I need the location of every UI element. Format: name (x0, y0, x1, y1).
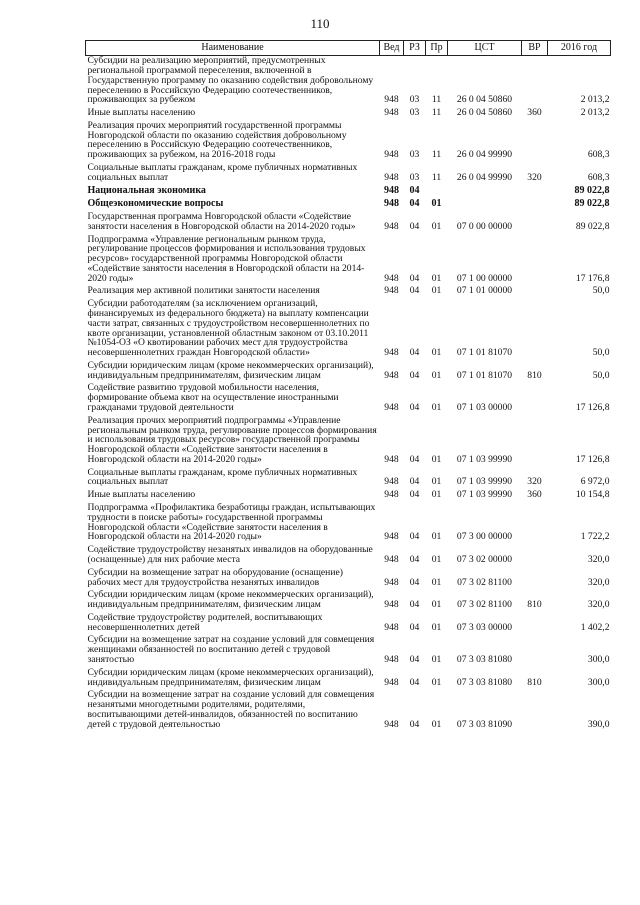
cell-vr: 320 (527, 171, 542, 183)
cell-pr: 01 (431, 285, 442, 297)
cell-name: Содействие трудоустройству незанятых инвалидов на оборудованные (оснащенные) для них рабочие места (87, 544, 373, 565)
cell-sum: 608,3 (587, 149, 610, 161)
cell-sum: 300,0 (587, 653, 610, 665)
cell-sum: 390,0 (587, 718, 610, 730)
cell-rz: 04 (409, 476, 420, 488)
cell-sum: 50,0 (592, 347, 610, 359)
cell-ved: 948 (384, 676, 399, 688)
cell-rz: 04 (409, 599, 420, 611)
cell-cst: 07 1 03 00000 (456, 402, 513, 413)
cell-ved: 948 (384, 197, 399, 209)
cell-ved: 948 (384, 531, 399, 543)
cell-ved: 948 (384, 453, 399, 465)
table-row (86, 383, 611, 415)
cell-rz: 04 (409, 676, 420, 688)
table-row (86, 56, 611, 108)
cell-sum: 17 176,8 (575, 272, 610, 284)
table-row (86, 199, 611, 212)
cell-name: Субсидии на возмещение затрат на создание условий для совмещения незанятыми многодетными родителями, родителями, воспитывающими детей-инвалидов, обязанностей по воспитанию детей с трудовой деятельностью (87, 689, 375, 730)
cell-ved: 948 (384, 718, 399, 730)
cell-ved: 948 (384, 621, 399, 633)
cell-cst: 07 3 03 81090 (456, 718, 513, 730)
cell-sum: 50,0 (592, 369, 610, 381)
cell-vr (522, 690, 548, 732)
cell-rz: 03 (409, 107, 420, 119)
cell-pr: 01 (431, 531, 442, 543)
cell-ved: 948 (384, 347, 399, 359)
cell-pr: 01 (431, 621, 442, 633)
cell-name: Содействие развитию трудовой мобильности населения, формирование объема квот на осуществление иностранными гражданами трудовой деятельности (87, 382, 339, 413)
cell-pr: 01 (431, 653, 442, 665)
cell-pr: 11 (431, 171, 442, 183)
cell-vr (522, 416, 548, 468)
table-row (86, 163, 611, 186)
cell-pr: 01 (431, 576, 442, 588)
cell-sum: 2 013,2 (580, 107, 610, 119)
cell-ved: 948 (384, 184, 399, 196)
header-rz: РЗ (404, 41, 426, 56)
cell-name: Реализация прочих мероприятий подпрограммы «Управление региональным рынком труда, регулирование процессов формирования и использования трудовых ресурсов» государственной программы Новгородской области «Содействие занятости населения в Новгородской области на 2014-2020 годы» (87, 414, 377, 465)
cell-name: Субсидии на реализацию мероприятий, предусмотренных региональной программой переселения, включенной в Государственную программу по оказанию содействия добровольному переселению в Российскую Федерацию соотечественников, проживающих за рубежом (87, 55, 374, 106)
cell-cst: 07 1 01 00000 (456, 285, 513, 297)
cell-rz: 04 (409, 285, 420, 297)
cell-sum: 1 402,2 (580, 621, 610, 633)
cell-rz: 04 (409, 220, 420, 232)
cell-ved: 948 (384, 476, 399, 488)
budget-table (85, 40, 611, 732)
cell-cst: 07 3 03 81080 (456, 653, 513, 665)
cell-pr: 11 (431, 149, 442, 161)
table-body (86, 56, 611, 733)
table-row (86, 361, 611, 384)
header-pr: Пр (426, 41, 448, 56)
cell-name: Подпрограмма «Управление региональным рынком труда, регулирование процессов формирования и использования трудовых ресурсов» государственной программы Новгородской области «Содействие занятости населения в Новгородской области на 2014-2020 годы» (87, 233, 366, 284)
cell-rz: 04 (409, 453, 420, 465)
cell-vr (522, 568, 548, 591)
cell-rz: 04 (409, 272, 420, 284)
cell-name: Субсидии юридическим лицам (кроме некоммерческих организаций), индивидуальным предпринимателям, физическим лицам (87, 359, 374, 381)
cell-cst: 07 3 02 81100 (457, 576, 512, 588)
cell-cst: 07 3 03 81080 (456, 676, 513, 688)
cell-rz: 04 (409, 531, 420, 543)
cell-sum: 10 154,8 (575, 489, 610, 501)
cell-cst: 26 0 04 50860 (456, 107, 513, 119)
cell-sum: 6 972,0 (580, 476, 610, 488)
cell-vr (522, 199, 548, 212)
cell-cst: 07 3 03 00000 (456, 621, 513, 633)
table-row (86, 590, 611, 613)
cell-name: Субсидии юридическим лицам (кроме некоммерческих организаций), индивидуальным предпринимателям, физическим лицам (87, 666, 374, 688)
cell-name: Общеэкономические вопросы (87, 197, 224, 209)
cell-name: Субсидии на возмещение затрат на оборудование (оснащение) рабочих мест для трудоустройства незанятых инвалидов (87, 566, 343, 588)
cell-rz: 04 (409, 553, 420, 565)
cell-name: Национальная экономика (87, 184, 206, 196)
table-row (86, 416, 611, 468)
cell-cst: 07 0 00 00000 (456, 220, 513, 232)
cell-ved: 948 (384, 576, 399, 588)
cell-pr: 01 (431, 489, 442, 501)
cell-name: Субсидии работодателям (за исключением организаций, финансируемых из федерального бюджета) на выплату компенсации части затрат, связанных с трудоустройством несовершеннолетних по квоте организации, установленной областным законом от 03.10.2011 №1054-ОЗ «О квотировании рабочих мест для трудоустройства несовершеннолетних граждан Новгородской области» (87, 298, 370, 359)
cell-ved: 948 (384, 220, 399, 232)
cell-cst: 26 0 04 99990 (456, 171, 513, 183)
cell-cst: 26 0 04 99990 (456, 149, 513, 161)
cell-rz: 04 (409, 621, 420, 633)
cell-vr (522, 299, 548, 361)
cell-name: Государственная программа Новгородской области «Содействие занятости населения в Новгородской области на 2014-2020 годы» (87, 210, 356, 232)
cell-vr (522, 186, 548, 199)
cell-pr: 01 (431, 369, 442, 381)
table-row (86, 668, 611, 691)
cell-pr: 01 (431, 347, 442, 359)
cell-sum: 320,0 (587, 576, 610, 588)
cell-pr: 11 (431, 94, 442, 106)
cell-name: Социальные выплаты гражданам, кроме публичных нормативных социальных выплат (87, 466, 358, 488)
cell-rz: 03 (409, 149, 420, 161)
cell-rz: 04 (409, 489, 420, 501)
cell-cst: 07 1 03 99990 (456, 476, 513, 488)
cell-vr (522, 56, 548, 108)
table-row (86, 212, 611, 235)
header-cst: ЦСТ (448, 41, 522, 56)
cell-rz: 04 (409, 184, 420, 196)
cell-ved: 948 (384, 653, 399, 665)
table-row (86, 690, 611, 732)
cell-pr: 01 (431, 718, 442, 730)
cell-ved: 948 (384, 402, 399, 413)
cell-sum: 17 126,8 (575, 402, 610, 413)
cell-sum: 300,0 (587, 676, 610, 688)
cell-ved: 948 (384, 149, 399, 161)
cell-rz: 03 (409, 94, 420, 106)
cell-vr: 810 (527, 676, 542, 688)
cell-vr (522, 286, 548, 299)
cell-pr: 01 (431, 453, 442, 465)
cell-rz: 04 (409, 402, 420, 413)
cell-vr (522, 545, 548, 568)
cell-ved: 948 (384, 285, 399, 297)
cell-sum: 1 722,2 (580, 531, 610, 543)
cell-sum: 320,0 (587, 599, 610, 611)
cell-ved: 948 (384, 553, 399, 565)
table-row (86, 613, 611, 636)
page-number: 110 (310, 16, 330, 31)
cell-cst: 07 1 03 99990 (456, 453, 513, 465)
cell-name: Реализация прочих мероприятий государственной программы Новгородской области по оказанию содействия добровольному переселению в Российскую Федерацию соотечественников, проживающих за рубежом, на 2016-2018 годы (87, 119, 347, 161)
table-row (86, 121, 611, 163)
cell-cst: 07 3 02 00000 (456, 553, 513, 565)
cell-pr: 01 (431, 272, 442, 284)
cell-name: Подпрограмма «Профилактика безработицы граждан, испытывающих трудности в поиске работы» государственной программы Новгородской области «Содействие занятости населения в Новгородской области на 2014-2020 годы» (87, 502, 376, 543)
cell-ved: 948 (384, 94, 399, 106)
cell-vr: 360 (527, 107, 542, 119)
table-row (86, 503, 611, 545)
cell-sum: 89 022,8 (575, 220, 610, 232)
cell-rz: 04 (409, 653, 420, 665)
cell-vr: 810 (527, 599, 542, 611)
cell-rz: 04 (409, 718, 420, 730)
cell-sum: 608,3 (587, 171, 610, 183)
cell-cst: 07 1 03 99990 (456, 489, 513, 501)
header-name: Наименование (86, 41, 380, 56)
cell-pr (426, 186, 448, 199)
header-ved: Вед (380, 41, 404, 56)
cell-name: Субсидии на возмещение затрат на создание условий для совмещения женщинами обязанностей по воспитанию детей с трудовой занятостью (87, 634, 375, 665)
cell-vr (522, 635, 548, 667)
cell-pr: 01 (431, 197, 442, 209)
cell-rz: 04 (409, 197, 420, 209)
cell-pr: 11 (431, 107, 442, 119)
cell-rz: 04 (409, 347, 420, 359)
cell-sum: 320,0 (587, 553, 610, 565)
cell-cst (448, 199, 522, 212)
table-row (86, 545, 611, 568)
cell-vr (522, 503, 548, 545)
cell-pr: 01 (431, 402, 442, 413)
cell-cst: 07 3 00 00000 (456, 531, 513, 543)
cell-sum: 2 013,2 (580, 94, 610, 106)
cell-rz: 04 (409, 369, 420, 381)
table-row (86, 299, 611, 361)
cell-name: Реализация мер активной политики занятости населения (87, 285, 320, 297)
table-header-row (86, 41, 611, 56)
cell-sum: 50,0 (592, 285, 610, 297)
cell-vr: 360 (527, 489, 542, 501)
cell-pr: 01 (431, 220, 442, 232)
table-row (86, 635, 611, 667)
cell-cst (448, 186, 522, 199)
table-row (86, 235, 611, 287)
cell-vr (522, 235, 548, 287)
cell-rz: 03 (409, 171, 420, 183)
table-row (86, 186, 611, 199)
cell-pr: 01 (431, 476, 442, 488)
cell-sum: 89 022,8 (574, 197, 610, 209)
cell-ved: 948 (384, 272, 399, 284)
header-sum: 2016 год (548, 41, 611, 56)
table-row (86, 108, 611, 121)
cell-vr (522, 383, 548, 415)
cell-vr (522, 212, 548, 235)
cell-ved: 948 (384, 599, 399, 611)
table-row (86, 568, 611, 591)
cell-ved: 948 (384, 107, 399, 119)
cell-ved: 948 (384, 369, 399, 381)
cell-name: Социальные выплаты гражданам, кроме публичных нормативных социальных выплат (87, 162, 358, 183)
cell-name: Содействие трудоустройству родителей, воспитывающих несовершеннолетних детей (87, 611, 323, 633)
cell-cst: 07 1 01 81070 (456, 369, 513, 381)
cell-pr: 01 (431, 599, 442, 611)
cell-vr (522, 121, 548, 163)
cell-sum: 17 126,8 (575, 453, 610, 465)
cell-cst: 26 0 04 50860 (456, 94, 513, 106)
cell-ved: 948 (384, 489, 399, 501)
cell-cst: 07 3 02 81100 (457, 599, 512, 611)
header-vr: ВР (522, 41, 548, 56)
cell-ved: 948 (384, 171, 399, 183)
cell-vr: 320 (527, 476, 542, 488)
cell-sum: 89 022,8 (574, 184, 610, 196)
cell-pr: 01 (431, 676, 442, 688)
cell-name: Иные выплаты населению (87, 107, 196, 119)
cell-vr: 810 (527, 369, 542, 381)
cell-vr (522, 613, 548, 636)
cell-name: Иные выплаты населению (87, 489, 196, 501)
cell-cst: 07 1 01 81070 (456, 347, 513, 359)
table-row (86, 468, 611, 491)
cell-rz: 04 (409, 576, 420, 588)
cell-cst: 07 1 00 00000 (456, 272, 513, 284)
cell-name: Субсидии юридическим лицам (кроме некоммерческих организаций), индивидуальным предпринимателям, физическим лицам (87, 589, 374, 611)
cell-pr: 01 (431, 553, 442, 565)
